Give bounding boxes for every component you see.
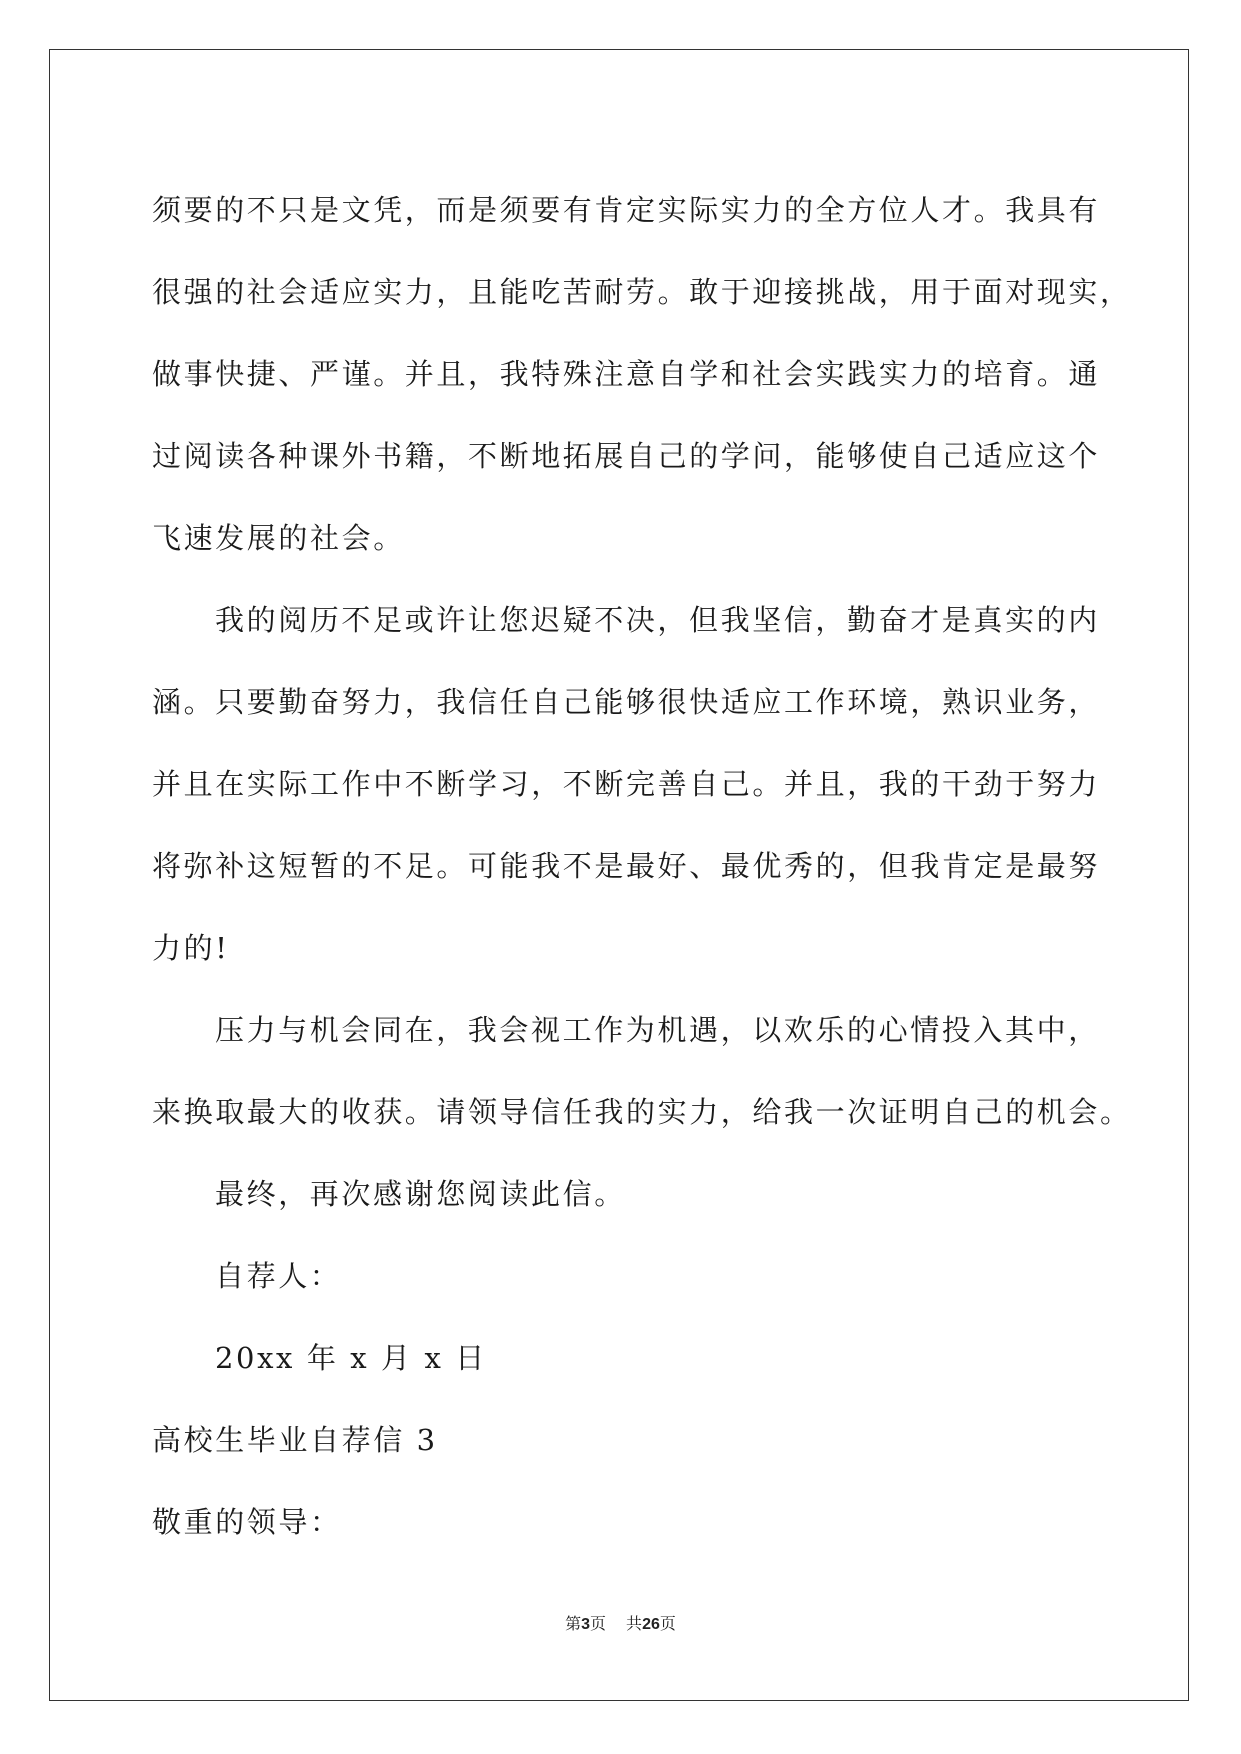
page-footer: [0, 1614, 1241, 1635]
page-prefix: 第: [565, 1614, 582, 1633]
letter-date: 20xx 年 x 月 x 日: [215, 1341, 487, 1375]
page-suffix: 页: [590, 1614, 607, 1633]
body-line-3: 做事快捷、严谨。并且，我特殊注意自学和社会实践实力的培育。通: [152, 357, 1101, 391]
closing-thanks: 最终，再次感谢您阅读此信。: [215, 1177, 626, 1211]
body-line-2: 很强的社会适应实力，且能吃苦耐劳。敢于迎接挑战，用于面对现实，: [152, 275, 1132, 309]
body-line-10: 力的!: [152, 931, 230, 965]
section-heading: 高校生毕业自荐信 3: [152, 1423, 438, 1457]
page-current: 3: [581, 1616, 591, 1633]
total-suffix: 页: [659, 1614, 676, 1633]
body-line-4: 过阅读各种课外书籍，不断地拓展自己的学问，能够使自己适应这个: [152, 439, 1101, 473]
body-line-7: 涵。只要勤奋努力，我信任自己能够很快适应工作环境，熟识业务，: [152, 685, 1101, 719]
body-line-5: 飞速发展的社会。: [152, 521, 405, 555]
body-line-8: 并且在实际工作中不断学习，不断完善自己。并且，我的干劲于努力: [152, 767, 1101, 801]
body-line-11: 压力与机会同在，我会视工作为机遇，以欢乐的心情投入其中，: [215, 1013, 1100, 1047]
total-prefix: 共: [626, 1614, 643, 1633]
body-line-6: 我的阅历不足或许让您迟疑不决，但我坚信，勤奋才是真实的内: [215, 603, 1100, 637]
salutation: 敬重的领导：: [152, 1505, 342, 1539]
body-line-9: 将弥补这短暂的不足。可能我不是最好、最优秀的，但我肯定是最努: [152, 849, 1101, 883]
body-line-1: 须要的不只是文凭，而是须要有肯定实际实力的全方位人才。我具有: [152, 193, 1101, 227]
page-total: 26: [642, 1616, 660, 1633]
body-line-12: 来换取最大的收获。请领导信任我的实力，给我一次证明自己的机会。: [152, 1095, 1132, 1129]
signature-label: 自荐人：: [215, 1259, 342, 1293]
